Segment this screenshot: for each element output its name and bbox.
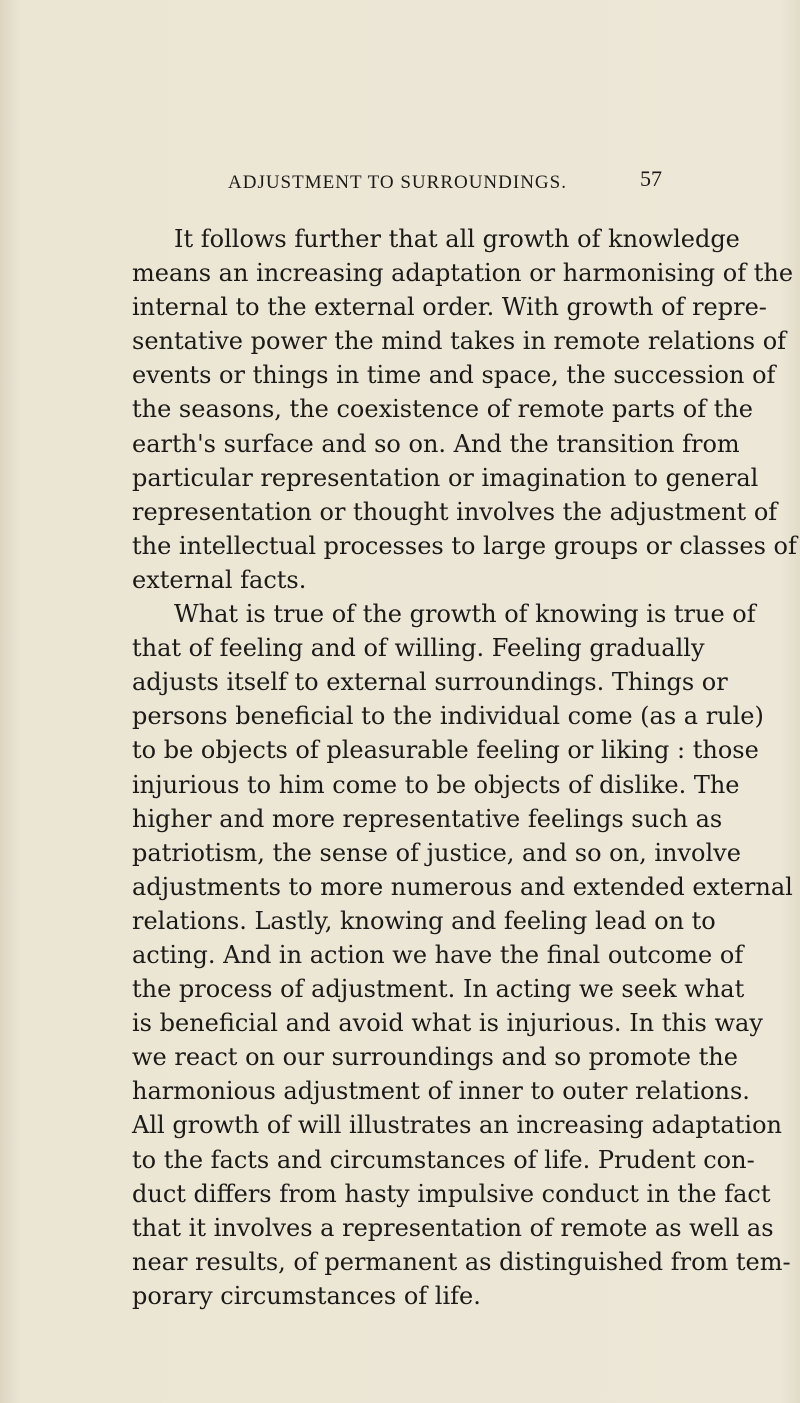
text-line: near results, of permanent as distinguished from tem- [132,1247,791,1276]
running-head: ADJUSTMENT TO SURROUNDINGS. [228,172,567,193]
text-line: means an increasing adaptation or harmonising of the [132,259,794,288]
text-line: acting. And in action we have the final outcome of [132,940,744,969]
text-line: adjusts itself to external surroundings. Things or [132,668,728,697]
text-line: internal to the external order. With growth of repre- [132,293,767,322]
text-line: persons beneficial to the individual come (as a rule) [132,702,764,731]
text-line: is beneficial and avoid what is injurious. In this way [132,1009,763,1038]
text-line: that of feeling and of willing. Feeling gradually [132,634,705,663]
text-line: injurious to him come to be objects of dislike. The [132,770,740,799]
text-line: earth's surface and so on. And the transition from [132,429,740,458]
text-line: relations. Lastly, knowing and feeling lead on to [132,906,716,935]
text-line: the seasons, the coexistence of remote parts of the [132,395,754,424]
body-text [132,222,797,1313]
text-line: What is true of the growth of knowing is true of [174,600,756,629]
text-line: porary circumstances of life. [132,1281,481,1310]
text-line: harmonious adjustment of inner to outer relations. [132,1077,750,1106]
text-line: duct differs from hasty impulsive conduct in the fact [132,1179,771,1208]
page-number: 57 [640,166,662,191]
text-line: to be objects of pleasurable feeling or liking : those [132,736,759,765]
text-line: higher and more representative feelings such as [132,804,723,833]
text-line: the process of adjustment. In acting we seek what [132,975,745,1004]
text-line: sentative power the mind takes in remote relations of [132,327,787,356]
text-line: representation or thought involves the adjustment of [132,497,778,526]
text-line: particular representation or imagination to general [132,463,759,492]
text-line: adjustments to more numerous and extended external [132,872,793,901]
text-line: It follows further that all growth of knowledge [174,225,740,253]
text-line: we react on our surroundings and so promote the [132,1043,738,1072]
text-line: All growth of will illustrates an increasing adaptation [132,1111,782,1140]
text-line: the intellectual processes to large groups or classes of [132,531,797,560]
text-line: that it involves a representation of remote as well as [132,1213,774,1242]
text-line: external facts. [132,565,307,594]
text-line: events or things in time and space, the succession of [132,361,776,390]
text-line: patriotism, the sense of justice, and so on, involve [132,838,741,867]
text-line: to the facts and circumstances of life. Prudent con- [132,1145,755,1174]
